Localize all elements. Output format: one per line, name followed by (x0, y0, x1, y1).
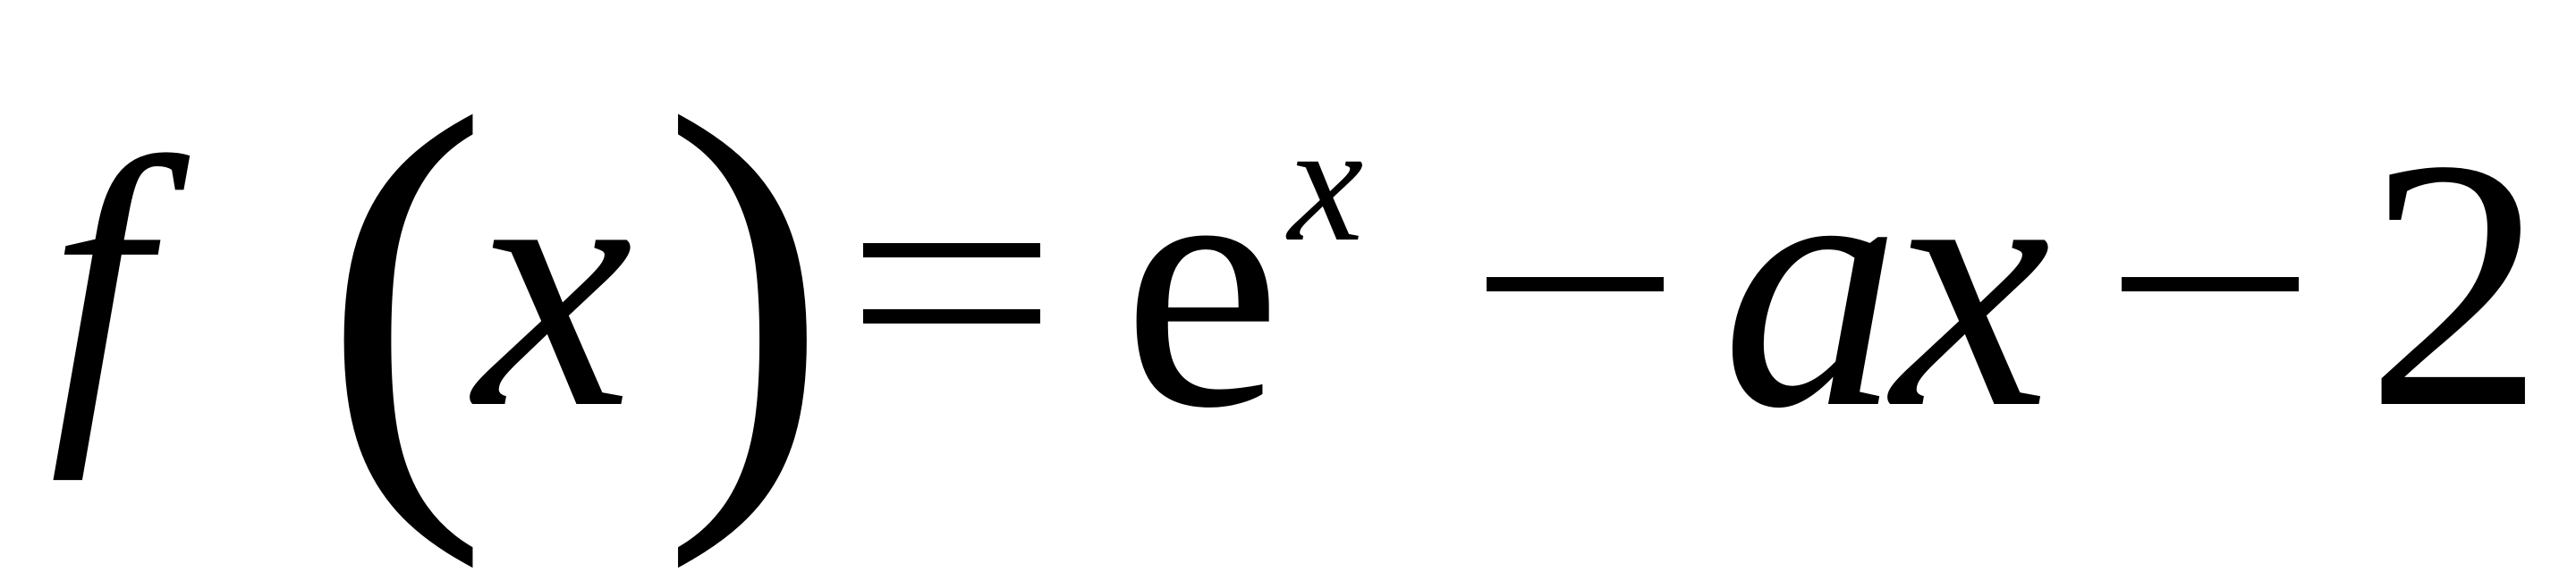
coefficient-a: a (1722, 86, 1901, 482)
left-parenthesis: ( (322, 16, 489, 570)
equals-sign (863, 243, 1040, 324)
minus-sign-2 (2122, 277, 2299, 291)
argument-x: x (474, 86, 633, 482)
exponent-x: x (1288, 89, 1364, 277)
function-name-f: f (49, 86, 149, 482)
variable-x: x (1892, 86, 2051, 482)
equals-top-bar (863, 243, 1040, 257)
minus-sign-1 (1487, 277, 1664, 291)
right-parenthesis: ) (662, 16, 829, 570)
euler-e: e (1123, 86, 1282, 482)
constant-2: 2 (2366, 86, 2545, 482)
equals-bottom-bar (863, 309, 1040, 324)
